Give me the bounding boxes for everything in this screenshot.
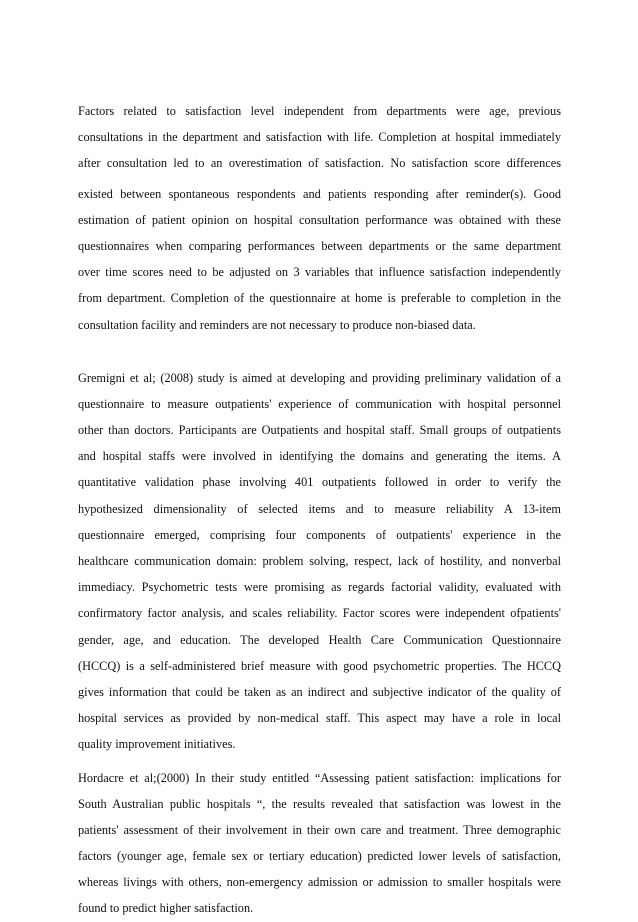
text-line: gives information that could be taken as an indirect and subjective indicator of the quality of	[78, 684, 561, 699]
text-line: consultation facility and reminders are not necessary to produce non-biased data.	[78, 317, 476, 332]
paragraph-existed	[78, 181, 561, 338]
text-line: existed between spontaneous respondents and patients responding after reminder(s). Good	[78, 186, 561, 201]
text-line: Gremigni et al; (2008) study is aimed at developing and providing preliminary validation of a	[78, 370, 561, 385]
text-line: questionnaire emerged, comprising four components of outpatients' experience in the	[78, 527, 561, 542]
text-line: and hospital staffs were involved in identifying the domains and generating the items. A	[78, 449, 561, 464]
text-line: estimation of patient opinion on hospital consultation performance was obtained with these	[78, 212, 561, 227]
text-line: gender, age, and education. The developed Health Care Communication Questionnaire	[78, 632, 561, 647]
text-line: found to predict higher satisfaction.	[78, 901, 254, 916]
document-body	[78, 98, 561, 922]
text-line: healthcare communication domain: problem solving, respect, lack of hostility, and nonverbal	[78, 554, 561, 568]
text-line: after consultation led to an overestimation of satisfaction. No satisfaction score differences	[78, 156, 561, 171]
text-line: patients' assessment of their involvement in their own care and treatment. Three demographic	[78, 822, 561, 837]
paragraph-hordacre	[78, 765, 561, 922]
text-line: quantitative validation phase involving 401 outpatients followed in order to verify the	[78, 475, 561, 490]
text-line: confirmatory factor analysis, and scales reliability. Factor scores were independent ofpatients'	[78, 606, 561, 621]
text-line: Hordacre et al;(2000) In their study entitled “Assessing patient satisfaction: implications for	[78, 770, 561, 785]
text-line: (HCCQ) is a self-administered brief measure with good psychometric properties. The HCCQ	[78, 658, 561, 673]
text-line: questionnaire to measure outpatients' experience of communication with hospital personnel	[78, 396, 561, 411]
text-line: Factors related to satisfaction level independent from departments were age, previous	[78, 104, 561, 118]
paragraph-gremigni	[78, 365, 561, 758]
text-line: consultations in the department and satisfaction with life. Completion at hospital immediately	[78, 130, 561, 145]
text-line: quality improvement initiatives.	[78, 737, 236, 752]
paragraph-factors	[78, 98, 561, 177]
text-line: South Australian public hospitals “, the results revealed that satisfaction was lowest in the	[78, 796, 561, 811]
text-line: hospital services as provided by non-medical staff. This aspect may have a role in local	[78, 711, 561, 726]
text-line: whereas livings with others, non-emergency admission or admission to smaller hospitals were	[78, 875, 561, 890]
text-line: other than doctors. Participants are Outpatients and hospital staff. Small groups of outpatients	[78, 423, 561, 438]
text-line: hypothesized dimensionality of selected items and to measure reliability A 13-item	[78, 501, 561, 516]
text-line: from department. Completion of the questionnaire at home is preferable to completion in the	[78, 291, 561, 306]
text-line: factors (younger age, female sex or tertiary education) predicted lower levels of satisfaction,	[78, 849, 561, 864]
text-line: over time scores need to be adjusted on 3 variables that influence satisfaction independently	[78, 265, 561, 280]
text-line: questionnaires when comparing performances between departments or the same department	[78, 238, 561, 253]
text-line: immediacy. Psychometric tests were promising as regards factorial validity, evaluated with	[78, 580, 561, 595]
